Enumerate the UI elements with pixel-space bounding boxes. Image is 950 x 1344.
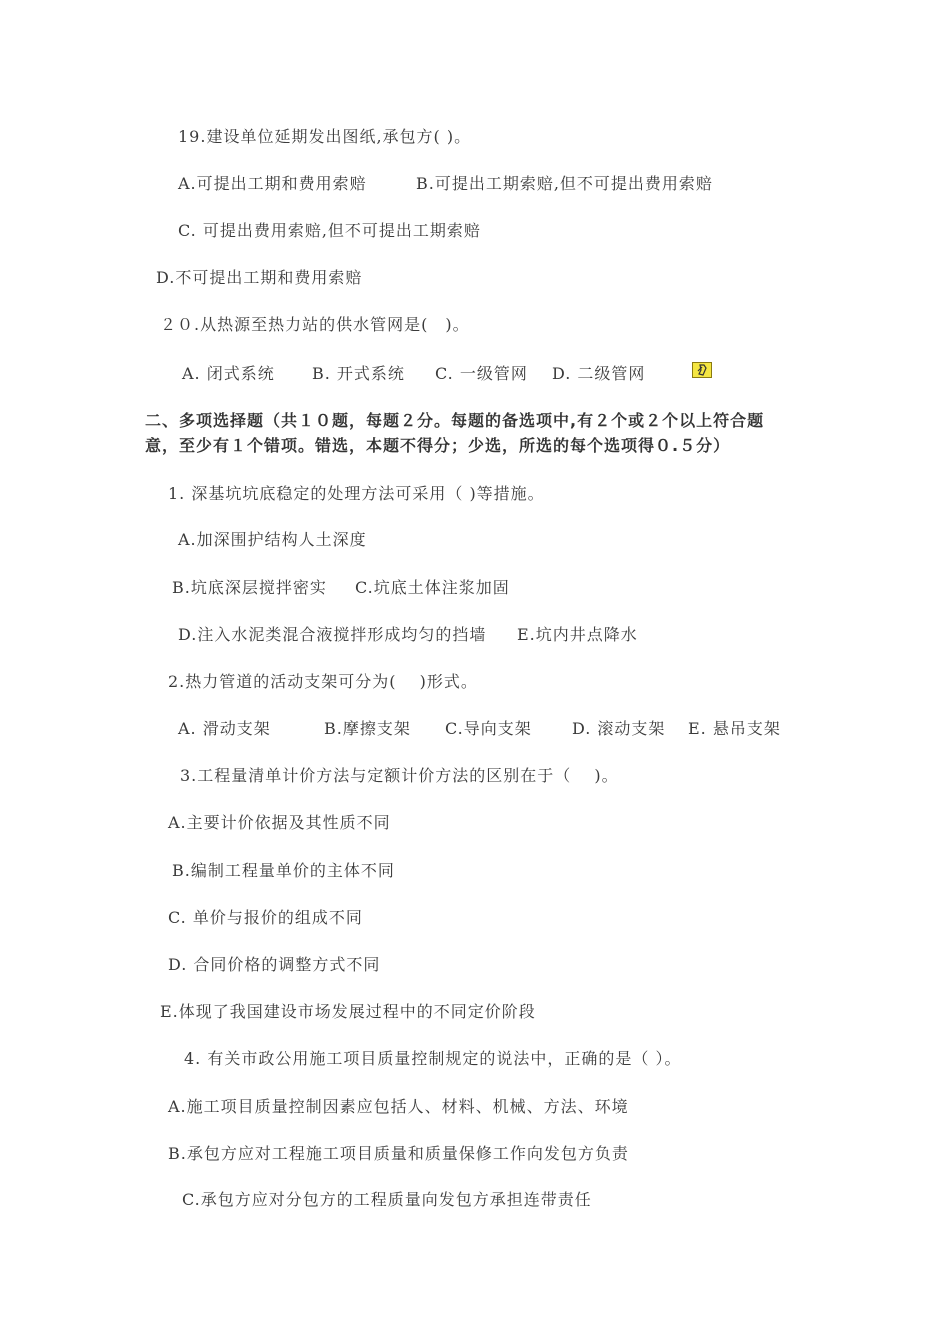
m3-option-e: E.体现了我国建设市场发展过程中的不同定价阶段 — [160, 1002, 536, 1021]
q19-option-d: D.不可提出工期和费用索赔 — [156, 268, 363, 287]
q19-option-b: B.可提出工期索赔,但不可提出费用索赔 — [416, 174, 713, 193]
m3-stem: 3.工程量清单计价方法与定额计价方法的区别在于（ )。 — [180, 766, 619, 785]
m1-option-d: D.注入水泥类混合液搅拌形成均匀的挡墙 — [178, 625, 487, 644]
m1-stem: 1. 深基坑坑底稳定的处理方法可采用（ )等措施。 — [168, 484, 545, 503]
m1-option-c: C.坑底土体注浆加固 — [355, 578, 510, 597]
m3-option-b: B.编制工程量单价的主体不同 — [172, 861, 395, 880]
q19-stem: 19.建设单位延期发出图纸,承包方( )。 — [178, 127, 472, 146]
m1-option-b: B.坑底深层搅拌密实 — [172, 578, 327, 597]
m1-option-a: A.加深围护结构人土深度 — [178, 530, 367, 549]
m2-option-e: E. 悬吊支架 — [688, 719, 781, 738]
m4-stem: 4. 有关市政公用施工项目质量控制规定的说法中，正确的是（ ）。 — [184, 1049, 682, 1068]
section2-heading-line1: 二、多项选择题（共１０题，每题２分。每题的备选项中,有２个或２个以上符合题 — [145, 411, 765, 430]
m2-option-d: D. 滚动支架 — [572, 719, 666, 738]
q19-option-a: A.可提出工期和费用索赔 — [178, 174, 367, 193]
m2-option-c: C.导向支架 — [445, 719, 532, 738]
m3-option-a: A.主要计价依据及其性质不同 — [168, 813, 391, 832]
q20-option-c: C. 一级管网 — [435, 364, 528, 383]
m2-stem: 2.热力管道的活动支架可分为( )形式。 — [168, 672, 478, 691]
section2-heading-line2: 意，至少有１个错项。错选，本题不得分；少选，所选的每个选项得０.５分） — [145, 436, 731, 455]
m3-option-c: C. 单价与报价的组成不同 — [168, 908, 363, 927]
q20-option-d: D. 二级管网 — [552, 364, 646, 383]
m4-option-a: A.施工项目质量控制因素应包括人、材料、机械、方法、环境 — [168, 1097, 629, 1116]
q19-option-c: C. 可提出费用索赔,但不可提出工期索赔 — [178, 221, 481, 240]
m1-option-e: E.坑内井点降水 — [517, 625, 638, 644]
m3-option-d: D. 合同价格的调整方式不同 — [168, 955, 381, 974]
m4-option-b: B.承包方应对工程施工项目质量和质量保修工作向发包方负责 — [168, 1144, 629, 1163]
q20-stem: ２０.从热源至热力站的供水管网是( )。 — [160, 315, 470, 334]
m2-option-b: B.摩擦支架 — [324, 719, 411, 738]
q20-option-b: B. 开式系统 — [312, 364, 405, 383]
m2-option-a: A. 滑动支架 — [178, 719, 271, 738]
m4-option-c: C.承包方应对分包方的工程质量向发包方承担连带责任 — [182, 1190, 592, 1209]
edit-icon[interactable] — [692, 362, 712, 378]
q20-option-a: A. 闭式系统 — [182, 364, 275, 383]
